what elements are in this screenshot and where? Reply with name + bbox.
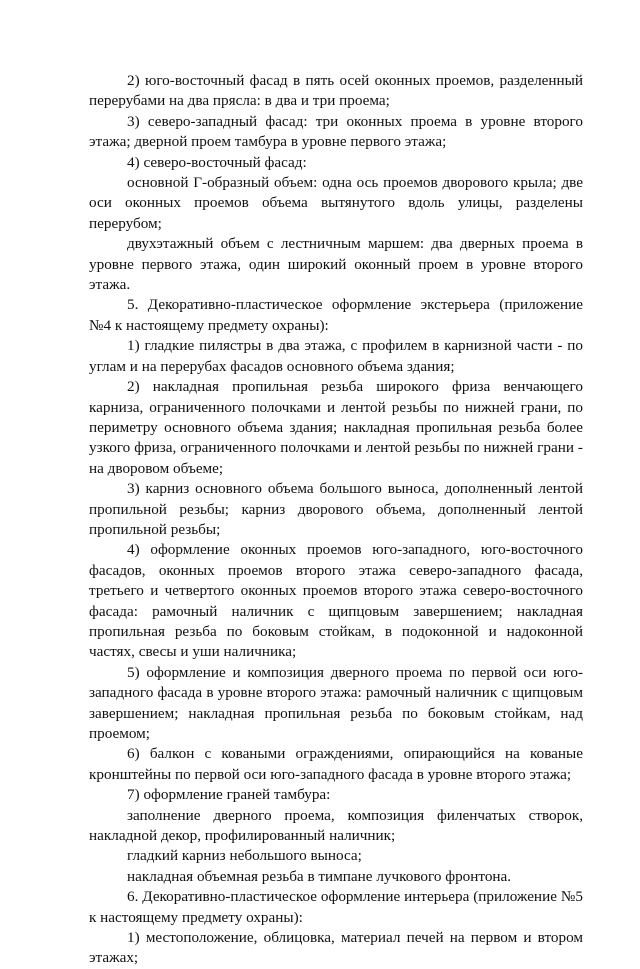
paragraph: 4) северо-восточный фасад: [127, 153, 307, 171]
paragraph: 3) северо-западный фасад: три оконных проема в уровне второго этажа; дверной проем тамбура в уровне первого этажа; [89, 112, 583, 151]
paragraph: 6. Декоративно-пластическое оформление интерьера (приложение №5 к настоящему предмету охраны): [89, 888, 583, 926]
paragraph: 7) оформление граней тамбура: [127, 786, 331, 804]
paragraph: 3) карниз основного объема большого выноса, дополненный лентой пропильной резьбы; карниз дворового объема, дополненный лентой пропильной резьбы; [89, 480, 583, 538]
paragraph: 5. Декоративно-пластическое оформление экстерьера (приложение №4 к настоящему предмету охраны): [89, 296, 583, 334]
document-body [89, 71, 583, 969]
paragraph: 5) оформление и композиция дверного проема по первой оси юго-западного фасада в уровне второго этажа: рамочный наличник с щипцовым завершением; накладная пропильная резьба по боковым стойкам, над проемом; [89, 663, 583, 742]
paragraph: 4) оформление оконных проемов юго-западного, юго-восточного фасадов, оконных проемов второго этажа северо-западного фасада, третьего и четвертого оконных проемов второго этажа северо-восточного фасада: рамочный наличник с щипцовым завершением; накладная пропильная резьба по боковым стойкам, в подоконной и надоконной частях, свесы и уши наличника; [89, 541, 583, 661]
paragraph: 1) местоположение, облицовка, материал печей на первом и втором этажах; [89, 929, 583, 967]
paragraph: 1) гладкие пилястры в два этажа, с профилем в карнизной части - по углам и на перерубах фасадов основного объема здания; [89, 337, 583, 375]
paragraph: накладная объемная резьба в тимпане лучкового фронтона. [127, 867, 512, 885]
paragraph: основной Г-образный объем: одна ось проемов дворового крыла; две оси оконных проемов объема вытянутого вдоль улицы, разделены перерубом; [89, 174, 583, 232]
paragraph: заполнение дверного проема, композиция филенчатых створок, накладной декор, профилированный наличник; [89, 806, 583, 845]
paragraph: 2) накладная пропильная резьба широкого фриза венчающего карниза, ограниченного полочками и лентой резьбы по нижней грани, по периметру основного объема здания; накладная пропильная резьба более узкого фриза, ограниченного полочками и лентой резьбы по нижней грани - на дворовом объеме; [89, 378, 583, 477]
paragraph: 2) юго-восточный фасад в пять осей оконных проемов, разделенный перерубами на два прясла: в два и три проема; [89, 72, 583, 110]
paragraph: двухэтажный объем с лестничным маршем: два дверных проема в уровне первого этажа, один широкий оконный проем в уровне второго этажа. [89, 235, 583, 294]
paragraph: 6) балкон с коваными ограждениями, опирающийся на кованые кронштейны по первой оси юго-западного фасада в уровне второго этажа; [89, 745, 583, 783]
paragraph: гладкий карниз небольшого выноса; [127, 847, 362, 865]
